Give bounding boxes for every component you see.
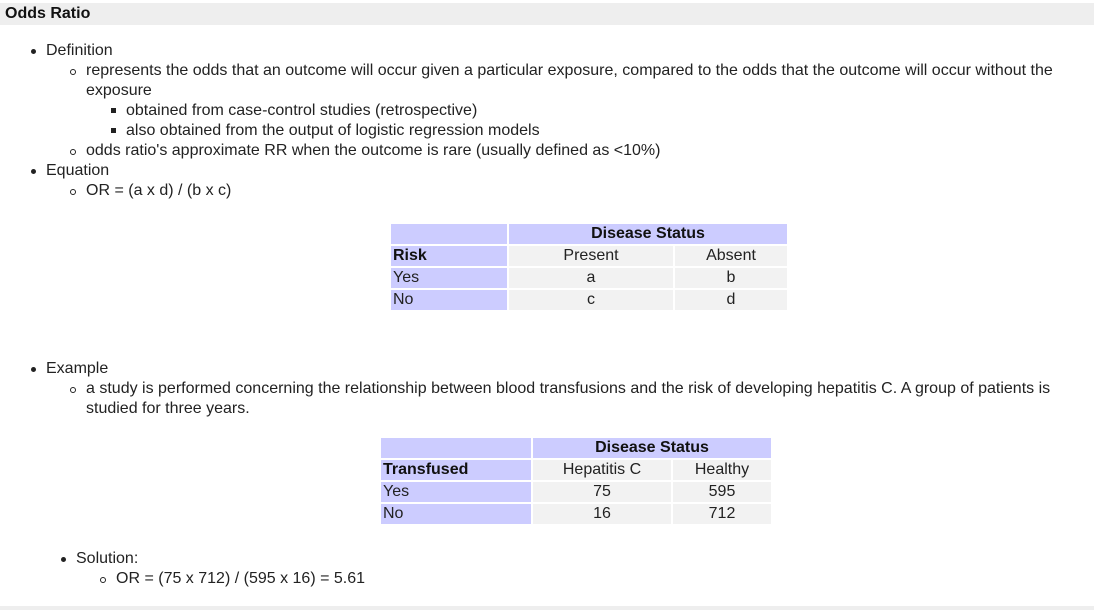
table1-cell: d xyxy=(675,290,787,310)
bullet-approx-rr xyxy=(70,149,76,155)
table2-cell: 75 xyxy=(533,482,671,502)
table2-cell: 712 xyxy=(673,504,771,524)
table1-cell: c xyxy=(509,290,673,310)
table2-cell: 595 xyxy=(673,482,771,502)
table1-col2-header: Absent xyxy=(675,246,787,266)
table2-col2-header: Healthy xyxy=(673,460,771,480)
solution-formula: OR = (75 x 712) / (595 x 16) = 5.61 xyxy=(116,570,366,587)
table2-corner xyxy=(381,438,531,458)
table1-col1-header: Present xyxy=(509,246,673,266)
bullet-equation xyxy=(31,169,36,174)
example-study-line1: a study is performed concerning the relationship between blood transfusions and the risk of developing hepatitis C. A group of patients is xyxy=(86,380,1051,397)
bullet-example xyxy=(31,367,36,372)
contingency-table-transfusion xyxy=(379,436,773,526)
bullet-definition xyxy=(31,49,36,54)
table1-row-label: No xyxy=(391,290,507,310)
bullet-represents xyxy=(70,69,76,75)
table2-row-header: Transfused xyxy=(381,460,531,480)
example-label: Example xyxy=(46,360,109,377)
equation-formula: OR = (a x d) / (b x c) xyxy=(86,182,232,199)
example-study-line2: studied for three years. xyxy=(86,400,250,417)
definition-case-control: obtained from case-control studies (retrospective) xyxy=(126,102,478,119)
bullet-study xyxy=(70,387,76,393)
table-row xyxy=(381,482,771,502)
table-row xyxy=(391,268,787,288)
definition-label: Definition xyxy=(46,42,113,59)
definition-logistic: also obtained from the output of logistic regression models xyxy=(126,122,540,139)
bullet-case-control xyxy=(111,108,116,113)
title-bar xyxy=(0,3,1094,25)
table2-col1-header: Hepatitis C xyxy=(533,460,671,480)
definition-represents-line1: represents the odds that an outcome will occur given a particular exposure, compared to the odds that the outcome will occur without the xyxy=(86,62,1053,79)
page-title: Odds Ratio xyxy=(5,5,91,22)
table1-corner xyxy=(391,224,507,244)
equation-label: Equation xyxy=(46,162,110,179)
table-row xyxy=(381,504,771,524)
bullet-logistic xyxy=(111,128,116,133)
bottom-divider xyxy=(0,606,1094,610)
table1-row-header: Risk xyxy=(391,246,507,266)
bullet-solution-formula xyxy=(100,577,106,583)
bullet-formula xyxy=(70,189,76,195)
definition-approx-rr: odds ratio's approximate RR when the outcome is rare (usually defined as <10%) xyxy=(86,142,661,159)
contingency-table-generic xyxy=(389,222,789,312)
bullet-solution xyxy=(61,557,66,562)
table2-row-label: No xyxy=(381,504,531,524)
table2-cell: 16 xyxy=(533,504,671,524)
definition-represents-line2: exposure xyxy=(86,82,152,99)
table2-group-header: Disease Status xyxy=(533,438,771,458)
table2-row-label: Yes xyxy=(381,482,531,502)
solution-label: Solution: xyxy=(76,550,139,567)
table1-cell: b xyxy=(675,268,787,288)
table1-group-header: Disease Status xyxy=(509,224,787,244)
table1-row-label: Yes xyxy=(391,268,507,288)
table-row xyxy=(391,290,787,310)
table1-cell: a xyxy=(509,268,673,288)
